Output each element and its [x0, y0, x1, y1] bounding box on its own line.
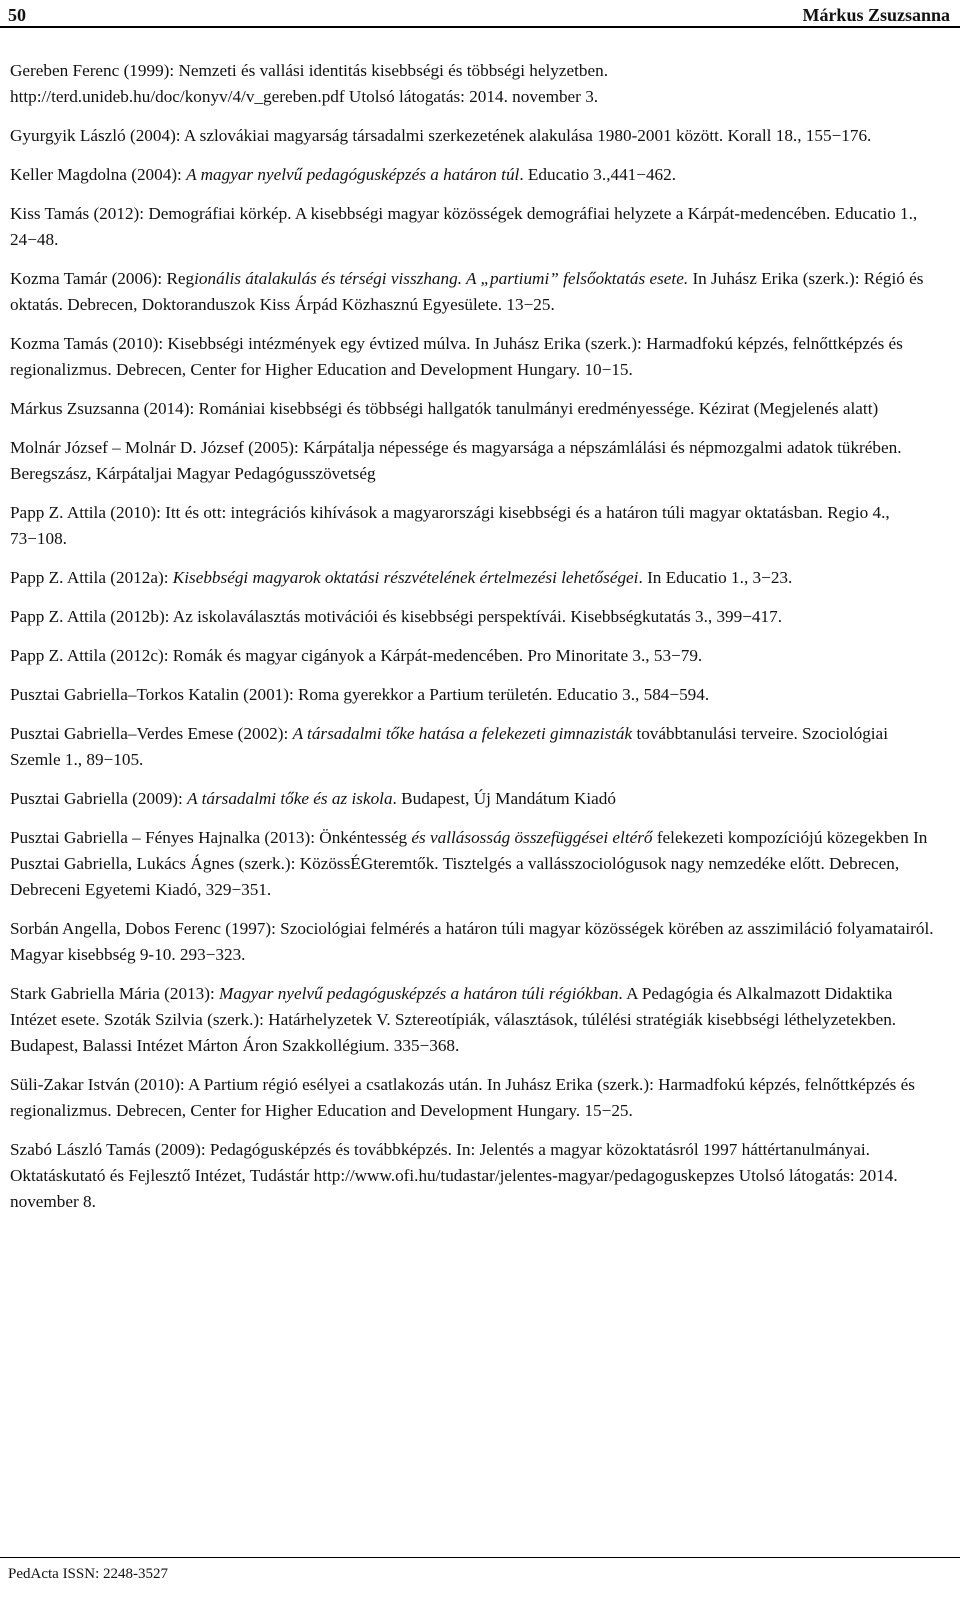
reference-title-italic: és vallásosság összefüggései eltérő	[411, 828, 653, 847]
reference-item	[10, 123, 940, 149]
reference-text: Molnár József – Molnár D. József (2005): Kárpátalja népessége és magyarsága a népszámlálási és népmozgalmi adatok tükrében. Beregszász, Kárpátaljai Magyar Pedagógusszövetség	[10, 438, 902, 483]
reference-item	[10, 1072, 940, 1124]
reference-text: Papp Z. Attila (2012b): Az iskolaválasztás motivációi és kisebbségi perspektívái. Kisebbségkutatás 3., 399−417.	[10, 607, 783, 626]
reference-item	[10, 500, 940, 552]
reference-text: Süli-Zakar István (2010): A Partium régió esélyei a csatlakozás után. In Juhász Erika (szerk.): Harmadfokú képzés, felnőttképzés és regionalizmus. Debrecen, Center for Higher Education and Development Hungary. 15−25.	[10, 1075, 915, 1120]
reference-text: Pusztai Gabriella (2009):	[10, 789, 188, 808]
reference-text: Kozma Tamás (2010): Kisebbségi intézmények egy évtized múlva. In Juhász Erika (szerk.): Harmadfokú képzés, felnőttképzés és regionalizmus. Debrecen, Center for Higher Education and Development Hungary. 10−15.	[10, 334, 903, 379]
reference-text: Papp Z. Attila (2012c): Romák és magyar cigányok a Kárpát-medencében. Pro Minoritate 3., 53−79.	[10, 646, 703, 665]
reference-text: felekezeti kompozíciójú közegekben In Pusztai Gabriella, Lukács Ágnes (szerk.): KözössÉGteremtők. Tisztelgés a vallásszociológusok nagy nemzedéke előtt. Debrecen, Debreceni Egyetemi Kiadó, 329−351.	[10, 828, 928, 899]
page-number: 50	[8, 5, 26, 25]
reference-text: Sorbán Angella, Dobos Ferenc (1997): Szociológiai felmérés a határon túli magyar közösségek körében az asszimiláció folyamatairól. Magyar kisebbség 9-10. 293−323.	[10, 919, 934, 964]
reference-item	[10, 162, 940, 188]
reference-text: Gereben Ferenc (1999): Nemzeti és vallási identitás kisebbségi és többségi helyzetben. http://terd.unideb.hu/doc/konyv/4/v_gereben.pdf Utolsó látogatás: 2014. november 3.	[10, 61, 609, 106]
reference-text: Kozma Tamár (2006): Reg	[10, 269, 195, 288]
reference-text: Szabó László Tamás (2009): Pedagógusképzés és továbbképzés. In: Jelentés a magyar közoktatásról 1997 háttértanulmányai. Oktatáskutató és Fejlesztő Intézet, Tudástár http://www.ofi.hu/tudastar/jelentes-magyar/pedagoguskepzes Utolsó látogatás: 2014. november 8.	[10, 1140, 898, 1211]
reference-item	[10, 721, 940, 773]
reference-title-italic: A társadalmi tőke hatása a felekezeti gimnazisták	[292, 724, 633, 743]
reference-list	[10, 58, 940, 1228]
reference-title-italic: Kisebbségi magyarok oktatási részvételének értelmezési lehetőségei	[172, 568, 639, 587]
reference-text: Stark Gabriella Mária (2013):	[10, 984, 220, 1003]
reference-text: Pusztai Gabriella–Verdes Emese (2002):	[10, 724, 293, 743]
reference-text: . Budapest, Új Mandátum Kiadó	[392, 789, 616, 808]
reference-item	[10, 58, 940, 110]
reference-text: . In Educatio 1., 3−23.	[638, 568, 793, 587]
reference-title-italic: A magyar nyelvű pedagógusképzés a határon túl	[186, 165, 520, 184]
reference-text: Pusztai Gabriella – Fényes Hajnalka (2013): Önkéntesség	[10, 828, 412, 847]
reference-text: továbbtanulási terveire. Szociológiai Szemle 1., 89−105.	[10, 724, 888, 769]
reference-item	[10, 396, 940, 422]
reference-item	[10, 916, 940, 968]
page-header	[0, 0, 960, 26]
reference-text: Papp Z. Attila (2010): Itt és ott: integrációs kihívások a magyarországi kisebbségi és a határon túli magyar oktatásban. Regio 4., 73−108.	[10, 503, 890, 548]
header-rule	[0, 26, 960, 28]
reference-item	[10, 786, 940, 812]
reference-text: Keller Magdolna (2004):	[10, 165, 187, 184]
reference-title-italic: A társadalmi tőke és az iskola	[187, 789, 393, 808]
reference-text: Papp Z. Attila (2012a):	[10, 568, 173, 587]
reference-text: Márkus Zsuzsanna (2014): Romániai kisebbségi és többségi hallgatók tanulmányi eredményessége. Kézirat (Megjelenés alatt)	[10, 399, 879, 418]
page-footer: PedActa ISSN: 2248-3527	[8, 1566, 168, 1582]
reference-item	[10, 565, 940, 591]
reference-item	[10, 1137, 940, 1215]
reference-item	[10, 981, 940, 1059]
reference-item	[10, 682, 940, 708]
reference-item	[10, 825, 940, 903]
reference-item	[10, 604, 940, 630]
reference-item	[10, 331, 940, 383]
reference-item	[10, 643, 940, 669]
reference-item	[10, 201, 940, 253]
reference-item	[10, 266, 940, 318]
footer-rule	[0, 1557, 960, 1558]
reference-text: . A Pedagógia és Alkalmazott Didaktika Intézet esete. Szoták Szilvia (szerk.): Határhelyzetek V. Sztereotípiák, választások, túlélési stratégiák kisebbségi léthelyzetekben. Budapest, Balassi Intézet Márton Áron Szakkollégium. 335−368.	[10, 984, 897, 1055]
reference-text: Gyurgyik László (2004): A szlovákiai magyarság társadalmi szerkezetének alakulása 1980-2001 között. Korall 18., 155−176.	[10, 126, 872, 145]
reference-item	[10, 435, 940, 487]
running-author: Márkus Zsuzsanna	[802, 5, 950, 25]
reference-text: . Educatio 3.,441−462.	[519, 165, 677, 184]
reference-text: Kiss Tamás (2012): Demográfiai körkép. A kisebbségi magyar közösségek demográfiai helyzete a Kárpát-medencében. Educatio 1., 24−48.	[10, 204, 918, 249]
reference-text: Pusztai Gabriella–Torkos Katalin (2001): Roma gyerekkor a Partium területén. Educatio 3., 584−594.	[10, 685, 710, 704]
reference-title-italic: ionális átalakulás és térségi visszhang. A „partiumi” felsőoktatás esete.	[194, 269, 689, 288]
reference-title-italic: Magyar nyelvű pedagógusképzés a határon túli régiókban	[219, 984, 619, 1003]
reference-text: In Juhász Erika (szerk.): Régió és oktatás. Debrecen, Doktoranduszok Kiss Árpád Közhasznú Egyesülete. 13−25.	[10, 269, 924, 314]
